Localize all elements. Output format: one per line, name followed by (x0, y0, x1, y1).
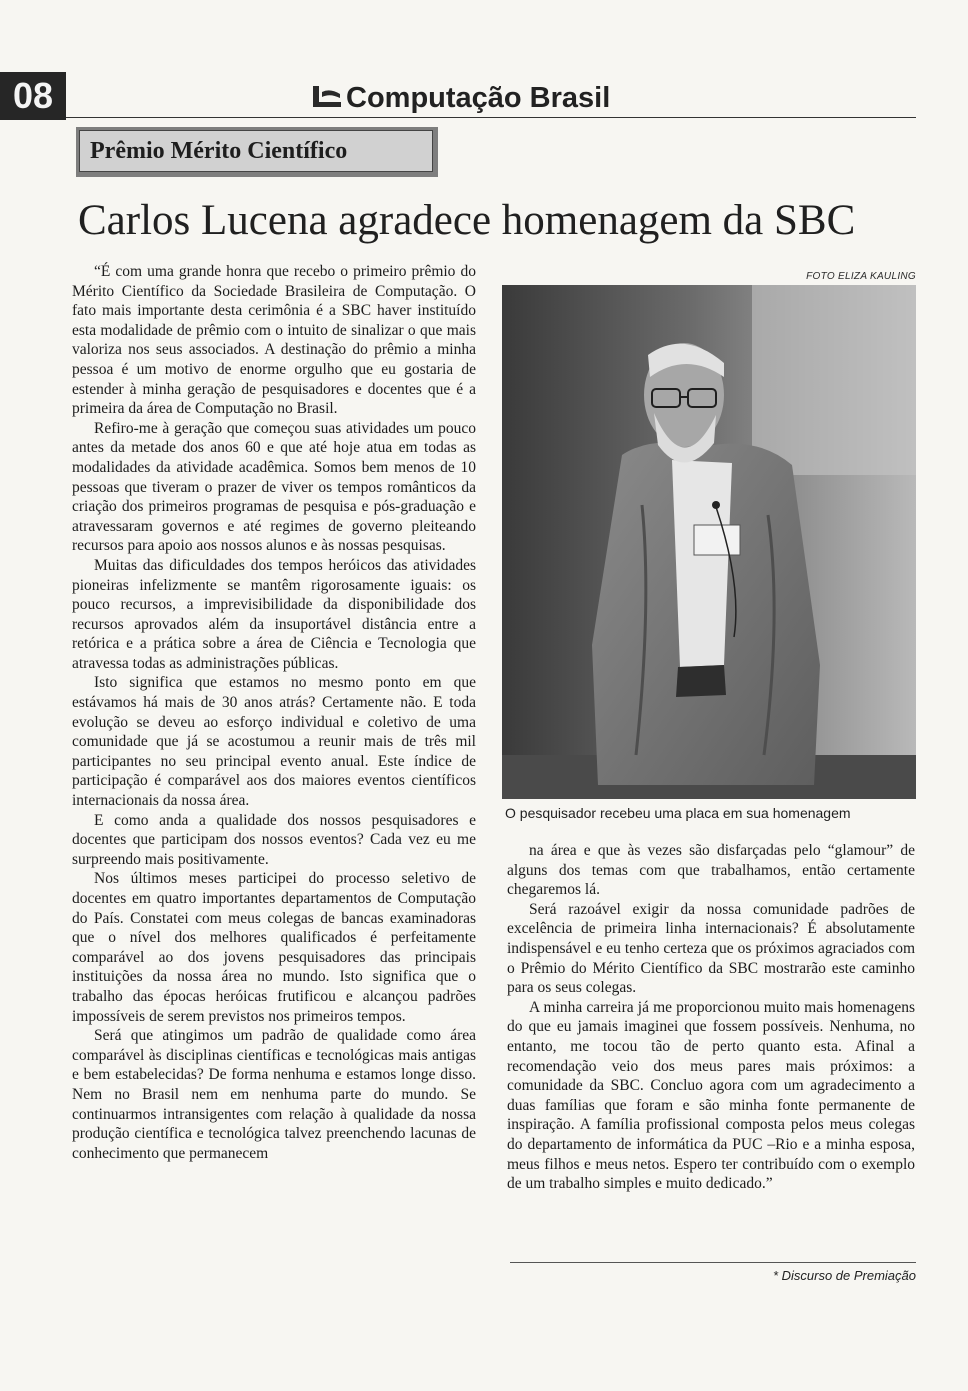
article-paragraph: na área e que às vezes são disfarçadas pelo “glamour” de alguns dos temas com que trabalhamos, então certamente chegaremos lá. (507, 842, 915, 899)
article-paragraph: A minha carreira já me proporcionou muito mais homenagens do que eu jamais imaginei que fossem possíveis. Nenhuma, no entanto, me tocou tão de perto quanto esta. Afinal a recomendação veio dos meus pares mais próximos: a comunidade da SBC. Concluo agora com um agradecimento a duas famílias que foram e são minha fonte permanente de inspiração. A família profissional composta pelos meus colegas do departamento de informática da PUC –Rio e a minha esposa, meus filhos e meus netos. Espero ter contribuído com o exemplo de um trabalho simples e muito dedicado.” (507, 998, 915, 1193)
article-right-column (507, 841, 915, 1241)
article-paragraph: Isto significa que estamos no mesmo ponto em que estávamos há mais de 30 anos atrás? Certamente não. E toda evolução se deveu ao esforço individual e coletivo de uma comunidade que já se acostumou a reunir mais de três mil participantes no seu principal evento anual. Este índice de participação é comparável aos dos maiores eventos científicos internacionais da nossa área. (72, 674, 476, 810)
article-paragraph: Será que atingimos um padrão de qualidade como área comparável às disciplinas científicas e tecnológicas mais antigas e bem estabelecidas? De forma nenhuma e estamos longe disso. Nem no Brasil nem em nenhuma parte do mundo. Se continuarmos intransigentes com relação à qualidade da nossa produção científica e tecnológica talvez preenchendo lacunas de conhecimento que permanecem (72, 1027, 476, 1162)
photo-caption: O pesquisador recebeu uma placa em sua homenagem (505, 805, 851, 821)
page-number: 08 (0, 72, 66, 120)
section-tag (76, 127, 438, 177)
article-paragraph: Refiro-me à geração que começou suas atividades um pouco antes da metade dos anos 60 e que até hoje atua em todas as modalidades da atividade acadêmica. Somos bem menos de 10 pessoas que tiveram o prazer de viver os tempos românticos da criação dos primeiros programas de pesquisa e pós-graduação e atravessaram governos e até regimes de governo pleiteando recursos para apoio aos nossos alunos e às nossas pesquisas. (72, 419, 476, 555)
article-paragraph: “É com uma grande honra que recebo o primeiro prêmio do Mérito Científico da Sociedade Brasileira de Computação. O fato mais importante desta cerimônia é a SBC haver instituído esta modalidade de prêmio com o intuito de sinalizar o que mais valoriza nos seus associados. A destinação do prêmio a minha pessoa é um motivo de enorme orgulho que eu gostaria de estender à minha geração de pesquisadores e docentes que é a primeira da área de Computação no Brasil. (72, 263, 476, 418)
article-paragraph: Muitas das dificuldades dos tempos heróicos das atividades pioneiras infelizmente se mantêm rigorosamente iguais: os pouco recursos, a imprevisibilidade da disponibilidade dos recursos aprovados além da insuportável distância entre a retórica e a prática sobre a área de Ciência e Tecnologia que atravessa todas as administrações públicas. (72, 556, 476, 672)
footnote-rule (510, 1262, 916, 1263)
article-paragraph: Será razoável exigir da nossa comunidade padrões de excelência de primeira linha internacionais? É absolutamente indispensável e eu tenho certeza que os próximos agraciados com o Prêmio do Mérito Científico da SBC mostrarão este caminho para os seus colegas. (507, 900, 915, 997)
photo-credit: FOTO ELIZA KAULING (806, 271, 916, 282)
article-left-column (72, 262, 476, 1290)
header-rule (66, 117, 916, 118)
sbc-logo-icon (310, 84, 344, 110)
section-tag-label: Prêmio Mérito Científico (79, 130, 433, 172)
headline: Carlos Lucena agradece homenagem da SBC (78, 197, 856, 244)
article-paragraph: E como anda a qualidade dos nossos pesquisadores e docentes que participam dos nossos eventos? Cada vez eu me surpreendo mais positivamente. (72, 811, 476, 868)
publication-title: Computação Brasil (346, 82, 611, 114)
footnote: * Discurso de Premiação (772, 1268, 916, 1283)
article-paragraph: Nos últimos meses participei do processo seletivo de docentes em quatro importantes departamentos de Computação do País. Constatei com meus colegas de bancas examinadoras que o nível dos melhores qualificados é perfeitamente comparável ao dos jovens pesquisadores das principais instituições da nossa área no mundo. Isto significa que o trabalho das épocas heróicas frutificou e alcançou padrões impossíveis de serem previstos nos primeiros tempos. (72, 870, 476, 1025)
masthead (310, 82, 610, 115)
portrait-photo (502, 285, 916, 799)
